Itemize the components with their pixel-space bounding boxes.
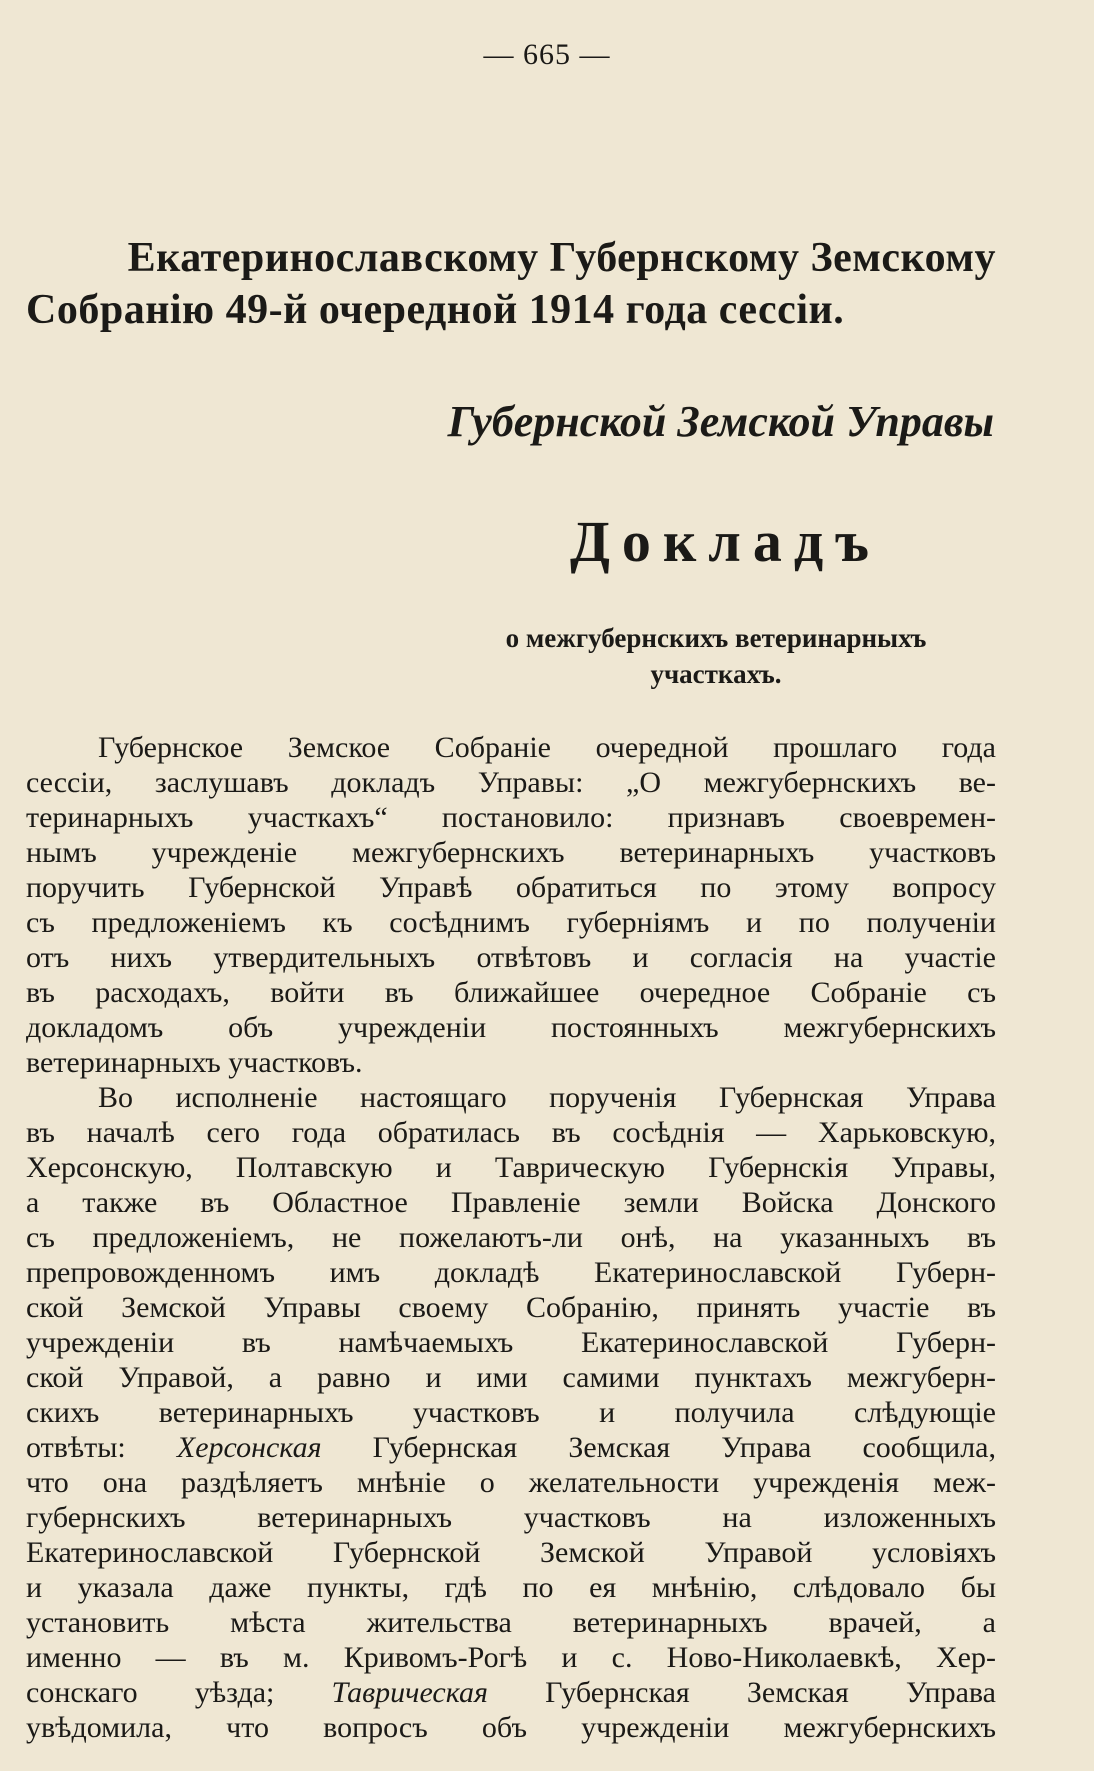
topic-line-2: участкахъ. — [650, 659, 782, 689]
body-line: отвѣты: Херсонская Губернская Земская Управа сообщила, — [26, 1431, 996, 1464]
body-line: поручить Губернской Управѣ обратиться по этому вопросу — [26, 871, 996, 904]
body-line: сессіи, заслушавъ докладъ Управы: „О межгубернскихъ ве- — [26, 766, 996, 799]
title-line-1: Екатеринославскому Губернскому Земскому — [127, 235, 996, 281]
body-line: ской Управой, а равно и ими самими пунктахъ межгуберн- — [26, 1361, 996, 1394]
body-text — [26, 730, 996, 1745]
body-line: увѣдомила, что вопросъ объ учрежденіи межгубернскихъ — [26, 1711, 996, 1744]
body-line: скихъ ветеринарныхъ участковъ и получила слѣдующіе — [26, 1396, 996, 1429]
body-line: докладомъ объ учрежденіи постоянныхъ межгубернскихъ — [26, 1011, 996, 1044]
body-line: препровожденномъ имъ докладѣ Екатеринославской Губерн- — [26, 1256, 996, 1289]
document-title — [26, 232, 996, 336]
body-line: нымъ учрежденіе межгубернскихъ ветеринарныхъ участковъ — [26, 836, 996, 869]
report-topic — [436, 620, 996, 692]
report-heading: Докладъ — [569, 509, 881, 574]
body-line: ветеринарныхъ участковъ. — [26, 1046, 363, 1079]
title-line-2: Собранію 49-й очередной 1914 года сессіи. — [26, 287, 845, 333]
body-line: Екатеринославской Губернской Земской Управой условіяхъ — [26, 1536, 996, 1569]
body-line: и указала даже пункты, гдѣ по ея мнѣнію, слѣдовало бы — [26, 1571, 996, 1604]
topic-line-1: о межгубернскихъ ветеринарныхъ — [505, 623, 927, 653]
body-line: а также въ Областное Правленіе земли Войска Донского — [26, 1186, 996, 1219]
page-number: — 665 — — [483, 38, 611, 71]
body-line: съ предложеніемъ, не пожелаютъ-ли онѣ, на указанныхъ въ — [26, 1221, 996, 1254]
body-line: ской Земской Управы своему Собранію, принять участіе въ — [26, 1291, 996, 1324]
body-line: губернскихъ ветеринарныхъ участковъ на изложенныхъ — [26, 1501, 996, 1534]
body-line: именно — въ м. Кривомъ-Рогѣ и с. Ново-Николаевкѣ, Хер- — [26, 1641, 996, 1674]
body-line: въ началѣ сего года обратилась въ сосѣднія — Харьковскую, — [26, 1116, 996, 1149]
body-line: теринарныхъ участкахъ“ постановило: признавъ своевремен- — [26, 801, 996, 834]
body-line: съ предложеніемъ къ сосѣднимъ губерніямъ и по полученіи — [26, 906, 996, 939]
document-subtitle: Губернской Земской Управы — [447, 397, 994, 446]
body-line: Губернское Земское Собраніе очередной прошлаго года — [98, 731, 996, 764]
body-line: сонскаго уѣзда; Таврическая Губернская Земская Управа — [26, 1676, 996, 1709]
body-line: учрежденіи въ намѣчаемыхъ Екатеринославской Губерн- — [26, 1326, 996, 1359]
body-line: Во исполненіе настоящаго порученія Губернская Управа — [98, 1081, 996, 1114]
body-line: Херсонскую, Полтавскую и Таврическую Губернскія Управы, — [26, 1151, 996, 1184]
body-line: отъ нихъ утвердительныхъ отвѣтовъ и согласія на участіе — [26, 941, 996, 974]
body-line: установить мѣста жительства ветеринарныхъ врачей, а — [26, 1606, 996, 1639]
body-line: въ расходахъ, войти въ ближайшее очередное Собраніе съ — [26, 976, 996, 1009]
body-line: что она раздѣляетъ мнѣніе о желательности учрежденія меж- — [26, 1466, 996, 1499]
